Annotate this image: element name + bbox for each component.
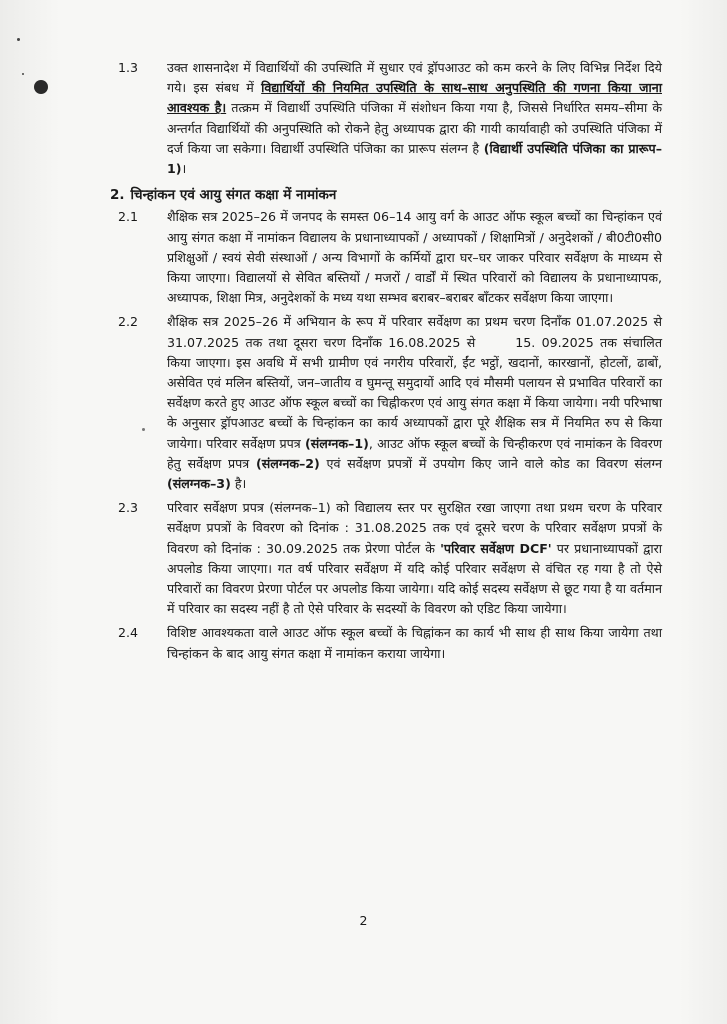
portal-name: 'परिवार सर्वेक्षण DCF' [440,540,552,556]
attachment-reference: (विद्यार्थी उपस्थिति पंजिका का प्रारूप–1) [167,140,662,177]
paragraph-2-1 [110,207,662,308]
paragraph-2-2 [110,312,662,494]
paragraph-2-4 [110,623,662,663]
paragraph-text: उक्त शासनादेश में विद्यार्थियों की उपस्थिति में सुधार एवं ड्रॉपआउट को कम करने के लिए विभिन्न निर्देश दिये गये। इस संबध में विद्यार्थियों की नियमित उपस्थिति के साथ–साथ अनुपस्थिति की गणना किया जाना आवश्यक है। तत्क्रम में विद्यार्थी उपस्थिति पंजिका में संशोधन किया गया है, जिससे निर्धारित समय–सीमा के अन्तर्गत विद्यार्थियों की अनुपस्थिति को रोकने हेतु अध्यापक द्वारा की गायी कार्यावाही को उपस्थिति पंजिका में दर्ज किया जा सकेगा। विद्यार्थी उपस्थिति पंजिका का प्रारूप संलग्न है (विद्यार्थी उपस्थिति पंजिका का प्रारूप–1)। [167,60,663,177]
section-heading [110,185,662,205]
paragraph-text: परिवार सर्वेक्षण प्रपत्र (संलग्नक–1) को विद्यालय स्तर पर सुरक्षित रखा जाएगा तथा प्रथम चरण के परिवार सर्वेक्षण प्रपत्रों के विवरण को दिनांक : 31.08.2025 तक एवं दूसरे चरण के परिवार सर्वेक्षण प्रपत्रों के विवरण को दिनांक : 30.09.2025 तक प्रेरणा पोर्टल के 'परिवार सर्वेक्षण DCF' पर प्रधानाध्यापकों द्वारा अपलोड किया जाएगा। गत वर्ष परिवार सर्वेक्षण में यदि कोई परिवार सर्वेक्षण से वंचित रह गया है तो ऐसे परिवारों का विवरण प्रेरणा पोर्टल पर अपलोड किया जायेगा। यदि कोई सदस्य सर्वेक्षण से छूट गया है या वर्तमान में परिवार का सदस्य नहीं है तो ऐसे परिवार के सदस्यों के विवरण को एडिट किया जायेगा। [167,500,662,617]
document-body [110,58,662,668]
page-number: 2 [359,913,368,928]
paragraph-text: शैक्षिक सत्र 2025–26 में अभियान के रूप में परिवार सर्वेक्षण का प्रथम चरण दिनाँक 01.07.2025 से 31.07.2025 तक तथा दूसरा चरण दिनाँक 16.08.2025 से 15. 09.2025 तक संचालित किया जाएगा। इस अवधि में सभी ग्रामीण एवं नगरीय परिवारों, ईंट भट्ठों, खदानों, कारखानों, होटलों, ढाबों, असेवित एवं मलिन बस्तियों, जन–जातीय व घुमन्तू समुदायों आदि एवं मौसमी पलायन से प्रभावित परिवारों का सर्वेक्षण करते हुए आउट ऑफ स्कूल बच्चों का चिह्नीकरण एवं आयु संगत कक्षा में किया जायेगा। नयी परिभाषा के अनुसार ड्रॉपआउट बच्चों के चिन्हांकन का कार्य अध्यापकों द्वारा पूरे शैक्षिक सत्र में नियमित रुप से किया जायेगा। परिवार सर्वेक्षण प्रपत्र (संलग्नक–1), आउट ऑफ स्कूल बच्चों के चिन्हीकरण एवं नामांकन के विवरण हेतु सर्वेक्षण प्रपत्र (संलग्नक–2) एवं सर्वेक्षण प्रपत्रों में उपयोग किए जाने वाले कोड का विवरण संलग्न (संलग्नक–3) है। [167,314,662,492]
paragraph-number: 2.4 [118,625,139,641]
attachment-reference: (संलग्नक–2) [255,455,320,471]
scan-speck [22,73,24,75]
paragraph-number: 2.1 [118,209,139,225]
attachment-reference: (संलग्नक–1) [305,435,369,451]
punch-hole-mark [34,80,48,94]
paragraph-number: 2.2 [118,314,139,330]
paragraph-1-3 [110,58,662,179]
section-title: चिन्हांकन एवं आयु संगत कक्षा में नामांकन [130,187,337,204]
emphasis-text: विद्यार्थियों की नियमित उपस्थिति के साथ–साथ अनुपस्थिति की गणना किया जाना आवश्यक है। [167,80,662,116]
paragraph-text: शैक्षिक सत्र 2025–26 में जनपद के समस्त 06–14 आयु वर्ग के आउट ऑफ स्कूल बच्चों का चिन्हांकन एवं आयु संगत कक्षा में नामांकन विद्यालय के प्रधानाध्यापकों / अध्यापकों / शिक्षामित्रों / अनुदेशकों / बी0टी0सी0 प्रशिक्षुओं / स्वयं सेवी संस्थाओं / अन्य विभागों के कर्मियों द्वारा घर–घर जाकर परिवार सर्वेक्षण के माध्यम से किया जाएगा। विद्यालयों से सेवित बस्तियों / मजरों / वार्डों में स्थित परिवारों को विद्यालय के प्रधानाध्यापक, अध्यापक, शिक्षा मित्र, अनुदेशकों के मध्य यथा सम्भव बराबर–बराबर बाँटकर सर्वेक्षण किया जाएगा। [167,209,662,306]
attachment-reference: (संलग्नक–3) [167,476,231,492]
scan-speck [17,38,20,41]
section-number: 2. [110,187,125,204]
paragraph-text: विशिष्ट आवश्यकता वाले आउट ऑफ स्कूल बच्चों के चिह्नांकन का कार्य भी साथ ही साथ किया जायेगा तथा चिन्हांकन के बाद आयु संगत कक्षा में नामांकन कराया जायेगा। [167,625,662,661]
paragraph-number: 2.3 [118,500,139,516]
paragraph-2-3 [110,498,662,619]
paragraph-number: 1.3 [118,60,139,75]
